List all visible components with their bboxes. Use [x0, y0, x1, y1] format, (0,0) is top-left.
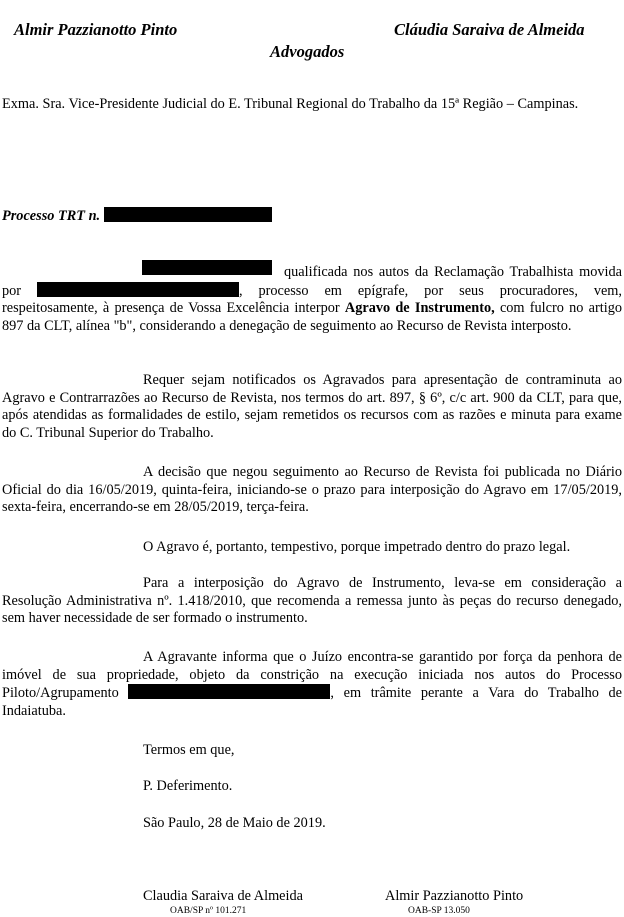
process-number-line — [2, 207, 272, 226]
paragraph-appeal-text-1: qualificada nos autos da Reclamação Trabalhista movida por — [2, 264, 622, 299]
addressee: Exma. Sra. Vice-Presidente Judicial do E. Tribunal Regional do Trabalho da 15ª Região – Campinas. — [2, 96, 579, 112]
signature-oab: OAB/SP nº 101.271 — [170, 906, 247, 916]
signature-oab: OAB-SP 13.050 — [408, 906, 470, 916]
paragraph-timeliness: O Agravo é, portanto, tempestivo, porque impetrado dentro do prazo legal. — [143, 539, 571, 555]
process-label: Processo TRT n. — [2, 208, 101, 224]
letterhead-right-name: Cláudia Saraiva de Almeida — [394, 20, 585, 39]
signature-name: Almir Pazzianotto Pinto — [385, 888, 524, 904]
paragraph-appeal-text-2: , processo em epígrafe, por seus procuradores, vem, respeitosamente, à presença de Vossa Excelência interpor — [2, 282, 623, 317]
paragraph-notification: Requer sejam notificados os Agravados para apresentação de contraminuta ao Agravo e Contrarrazões ao Recurso de Revista, nos termos do art. 897, § 6º, c/c art. 900 da CLT, para que, após atendidas as formalidades de estilo, sejam remetidos os recursos com as razões e minuta para exame do C. Tribunal Superior do Trabalho. — [2, 372, 622, 442]
letterhead-left-name: Almir Pazzianotto Pinto — [14, 20, 178, 39]
paragraph-guarantee-text-1: A Agravante informa que o Juízo encontra-se garantido por força da penhora de imóvel de sua propriedade, objeto da constrição na execução iniciada nos autos do Processo Piloto/Agrupamento — [2, 649, 622, 702]
closing-place-date: São Paulo, 28 de Maio de 2019. — [143, 815, 326, 831]
paragraph-appeal — [2, 264, 622, 336]
paragraph-appeal-text-3: com fulcro no artigo 897 da CLT, alínea "b", considerando a denegação de seguimento ao Recurso de Revista interposto. — [2, 300, 622, 335]
redaction-block — [104, 207, 272, 222]
paragraph-guarantee — [2, 649, 622, 721]
paragraph-resolution: Para a interposição do Agravo de Instrumento, leva-se em consideração a Resolução Administrativa nº. 1.418/2010, que recomenda a remessa junto às peças do recurso denegado, sem haver necessidade de ser formado o instrumento. — [2, 575, 622, 627]
paragraph-publication: A decisão que negou seguimento ao Recurso de Revista foi publicada no Diário Oficial do dia 16/05/2019, quinta-feira, iniciando-se o prazo para interposição do Agravo em 17/05/2019, sexta-feira, encerrando-se em 28/05/2019, terça-feira. — [2, 464, 622, 516]
redaction-block — [128, 684, 330, 699]
signature-name: Claudia Saraiva de Almeida — [143, 888, 303, 904]
letterhead-subtitle: Advogados — [270, 42, 345, 61]
paragraph-guarantee-text-2: , em trâmite perante a Vara do Trabalho de Indaiatuba. — [2, 685, 622, 720]
redaction-block — [37, 282, 239, 297]
closing-terms: Termos em que, — [143, 742, 235, 758]
closing-request: P. Deferimento. — [143, 778, 233, 794]
paragraph-appeal-bold: Agravo de Instrumento, — [344, 300, 495, 317]
